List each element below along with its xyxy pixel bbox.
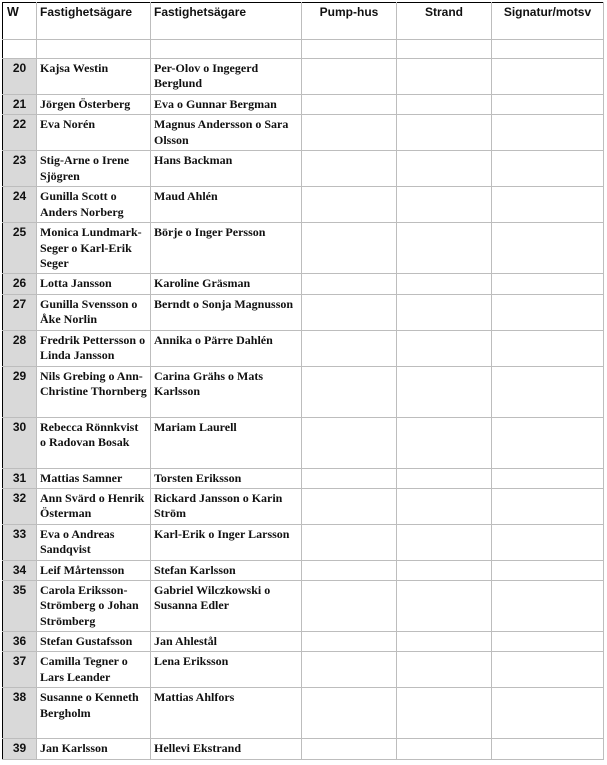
table-row — [3, 739, 604, 759]
pump-cell[interactable] — [302, 688, 397, 739]
strand-cell[interactable] — [397, 560, 492, 580]
owner-1-cell: Stefan Gustafsson — [37, 632, 151, 652]
owner-1-cell: Monica Lundmark-Seger o Karl-Erik Seger — [37, 223, 151, 274]
strand-cell[interactable] — [397, 366, 492, 417]
header-owner-2: Fastighetsägare — [151, 3, 302, 40]
strand-cell[interactable] — [397, 739, 492, 759]
header-w: W — [3, 3, 37, 40]
pump-cell[interactable] — [302, 417, 397, 468]
pump-cell[interactable] — [302, 652, 397, 688]
sub-cell — [3, 40, 37, 59]
pump-cell[interactable] — [302, 632, 397, 652]
owner-2-cell: Karl-Erik o Inger Larsson — [151, 524, 302, 560]
pump-cell[interactable] — [302, 59, 397, 95]
owner-2-cell: Berndt o Sonja Magnusson — [151, 294, 302, 330]
table-row — [3, 688, 604, 739]
signature-cell[interactable] — [492, 223, 604, 274]
pump-cell[interactable] — [302, 330, 397, 366]
header-pump: Pump-hus — [302, 3, 397, 40]
owner-2-cell: Magnus Andersson o Sara Olsson — [151, 115, 302, 151]
table-row — [3, 488, 604, 524]
signature-cell[interactable] — [492, 59, 604, 95]
pump-cell[interactable] — [302, 739, 397, 759]
sub-cell — [302, 40, 397, 59]
row-number: 30 — [3, 417, 37, 468]
row-number: 34 — [3, 560, 37, 580]
owner-1-cell: Carola Eriksson-Strömberg o Johan Strömberg — [37, 581, 151, 632]
owner-1-cell: Mattias Samner — [37, 468, 151, 488]
table-body — [3, 59, 604, 760]
strand-cell[interactable] — [397, 223, 492, 274]
owner-2-cell: Carina Grähs o Mats Karlsson — [151, 366, 302, 417]
owner-2-cell: Gabriel Wilczkowski o Susanna Edler — [151, 581, 302, 632]
sub-cell — [492, 40, 604, 59]
pump-cell[interactable] — [302, 468, 397, 488]
strand-cell[interactable] — [397, 652, 492, 688]
owner-2-cell: Rickard Jansson o Karin Ström — [151, 488, 302, 524]
row-number: 32 — [3, 488, 37, 524]
signature-cell[interactable] — [492, 581, 604, 632]
signature-cell[interactable] — [492, 468, 604, 488]
strand-cell[interactable] — [397, 417, 492, 468]
row-number: 37 — [3, 652, 37, 688]
sub-cell — [397, 40, 492, 59]
header-row — [3, 3, 604, 40]
sub-cell — [37, 40, 151, 59]
strand-cell[interactable] — [397, 330, 492, 366]
signature-cell[interactable] — [492, 115, 604, 151]
owner-1-cell: Stig-Arne o Irene Sjögren — [37, 151, 151, 187]
owner-1-cell: Leif Mårtensson — [37, 560, 151, 580]
signature-cell[interactable] — [492, 524, 604, 560]
signature-cell[interactable] — [492, 294, 604, 330]
signature-cell[interactable] — [492, 560, 604, 580]
table-row — [3, 187, 604, 223]
pump-cell[interactable] — [302, 223, 397, 274]
row-number: 23 — [3, 151, 37, 187]
table-row — [3, 274, 604, 294]
owner-1-cell: Fredrik Pettersson o Linda Jansson — [37, 330, 151, 366]
strand-cell[interactable] — [397, 274, 492, 294]
signature-cell[interactable] — [492, 274, 604, 294]
owner-2-cell: Torsten Eriksson — [151, 468, 302, 488]
table-row — [3, 560, 604, 580]
table-row — [3, 468, 604, 488]
table-row — [3, 330, 604, 366]
owner-2-cell: Per-Olov o Ingegerd Berglund — [151, 59, 302, 95]
row-number: 22 — [3, 115, 37, 151]
sub-cell — [151, 40, 302, 59]
owner-2-cell: Mattias Ahlfors — [151, 688, 302, 739]
pump-cell[interactable] — [302, 524, 397, 560]
owner-2-cell: Stefan Karlsson — [151, 560, 302, 580]
owner-1-cell: Lotta Jansson — [37, 274, 151, 294]
signature-cell[interactable] — [492, 417, 604, 468]
table-row — [3, 223, 604, 274]
signature-cell[interactable] — [492, 366, 604, 417]
owners-table — [2, 2, 604, 760]
signature-cell[interactable] — [492, 488, 604, 524]
owner-1-cell: Eva Norén — [37, 115, 151, 151]
pump-cell[interactable] — [302, 294, 397, 330]
row-number: 27 — [3, 294, 37, 330]
table-row — [3, 366, 604, 417]
pump-cell[interactable] — [302, 366, 397, 417]
pump-cell[interactable] — [302, 187, 397, 223]
owner-2-cell: Börje o Inger Persson — [151, 223, 302, 274]
row-number: 21 — [3, 95, 37, 115]
table-row — [3, 632, 604, 652]
row-number: 33 — [3, 524, 37, 560]
table-row — [3, 151, 604, 187]
row-number: 29 — [3, 366, 37, 417]
pump-cell[interactable] — [302, 488, 397, 524]
owner-2-cell: Hans Backman — [151, 151, 302, 187]
header-signature: Signatur/motsv — [492, 3, 604, 40]
strand-cell[interactable] — [397, 151, 492, 187]
signature-cell[interactable] — [492, 151, 604, 187]
row-number: 25 — [3, 223, 37, 274]
strand-cell[interactable] — [397, 524, 492, 560]
owner-2-cell: Eva o Gunnar Bergman — [151, 95, 302, 115]
strand-cell[interactable] — [397, 632, 492, 652]
owner-1-cell: Kajsa Westin — [37, 59, 151, 95]
owner-1-cell: Rebecca Rönnkvist o Radovan Bosak — [37, 417, 151, 468]
table-row — [3, 417, 604, 468]
owner-1-cell: Gunilla Svensson o Åke Norlin — [37, 294, 151, 330]
owner-1-cell: Eva o Andreas Sandqvist — [37, 524, 151, 560]
strand-cell[interactable] — [397, 95, 492, 115]
owner-2-cell: Hellevi Ekstrand — [151, 739, 302, 759]
strand-cell[interactable] — [397, 488, 492, 524]
owner-1-cell: Gunilla Scott o Anders Norberg — [37, 187, 151, 223]
strand-cell[interactable] — [397, 688, 492, 739]
owner-1-cell: Camilla Tegner o Lars Leander — [37, 652, 151, 688]
signature-cell[interactable] — [492, 632, 604, 652]
owner-2-cell: Maud Ahlén — [151, 187, 302, 223]
strand-cell[interactable] — [397, 187, 492, 223]
signature-cell[interactable] — [492, 739, 604, 759]
pump-cell[interactable] — [302, 115, 397, 151]
signature-cell[interactable] — [492, 187, 604, 223]
strand-cell[interactable] — [397, 581, 492, 632]
owner-2-cell: Jan Ahlestål — [151, 632, 302, 652]
owner-2-cell: Mariam Laurell — [151, 417, 302, 468]
table-row — [3, 294, 604, 330]
header-sub-row — [3, 40, 604, 59]
row-number: 28 — [3, 330, 37, 366]
owner-1-cell: Susanne o Kenneth Bergholm — [37, 688, 151, 739]
table-row — [3, 59, 604, 95]
row-number: 39 — [3, 739, 37, 759]
strand-cell[interactable] — [397, 294, 492, 330]
pump-cell[interactable] — [302, 95, 397, 115]
table-row — [3, 115, 604, 151]
row-number: 35 — [3, 581, 37, 632]
owner-1-cell: Jörgen Österberg — [37, 95, 151, 115]
pump-cell[interactable] — [302, 151, 397, 187]
row-number: 31 — [3, 468, 37, 488]
table-row — [3, 95, 604, 115]
signature-cell[interactable] — [492, 652, 604, 688]
strand-cell[interactable] — [397, 468, 492, 488]
owner-2-cell: Annika o Pärre Dahlén — [151, 330, 302, 366]
row-number: 26 — [3, 274, 37, 294]
owner-1-cell: Jan Karlsson — [37, 739, 151, 759]
signature-cell[interactable] — [492, 95, 604, 115]
strand-cell[interactable] — [397, 59, 492, 95]
table-row — [3, 524, 604, 560]
table-row — [3, 652, 604, 688]
header-owner-1: Fastighetsägare — [37, 3, 151, 40]
signature-cell[interactable] — [492, 688, 604, 739]
owner-2-cell: Lena Eriksson — [151, 652, 302, 688]
row-number: 38 — [3, 688, 37, 739]
pump-cell[interactable] — [302, 560, 397, 580]
row-number: 24 — [3, 187, 37, 223]
row-number: 36 — [3, 632, 37, 652]
pump-cell[interactable] — [302, 274, 397, 294]
owner-2-cell: Karoline Gräsman — [151, 274, 302, 294]
owner-1-cell: Ann Svärd o Henrik Österman — [37, 488, 151, 524]
row-number: 20 — [3, 59, 37, 95]
header-strand: Strand — [397, 3, 492, 40]
pump-cell[interactable] — [302, 581, 397, 632]
signature-cell[interactable] — [492, 330, 604, 366]
strand-cell[interactable] — [397, 115, 492, 151]
owner-1-cell: Nils Grebing o Ann-Christine Thornberg — [37, 366, 151, 417]
table-row — [3, 581, 604, 632]
